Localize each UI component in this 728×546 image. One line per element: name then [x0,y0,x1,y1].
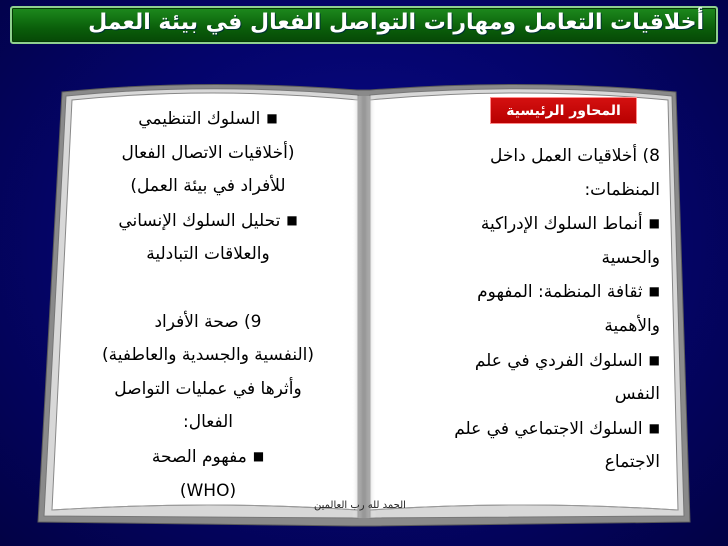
list-item-text: والحسية [601,247,660,268]
list-item-text: النفس [614,384,660,405]
list-item: ■السلوك الاجتماعي في علم [454,418,660,439]
bullet-icon: ■ [648,216,660,231]
bullet-icon: ■ [266,111,278,125]
list-item: ■السلوك التنظيمي [138,109,278,129]
slide-title: أخلاقيات التعامل ومهارات التواصل الفعال في بيئة العمل [88,10,704,35]
list-item: ■مفهوم الصحة [151,446,265,467]
list-item: ■السلوك الفردي في علم [474,350,660,371]
section-heading: 9) صحة الأفراد [154,311,262,332]
bullet-icon: ■ [648,420,660,435]
list-item: ■أنماط السلوك الإدراكية [480,214,660,235]
bullet-icon: ■ [648,284,660,299]
section-heading: 8) أخلاقيات العمل داخل [490,146,660,166]
footer-text: الحمد لله رب العالمين [314,500,406,511]
list-item-text: (أخلاقيات الاتصال الفعال [121,142,295,163]
section-heading: المنظمات: [584,179,660,200]
right-page-content [415,140,660,480]
list-item-text: وأثرها في عمليات التواصل [114,378,302,399]
bullet-icon: ■ [648,352,660,367]
list-item-text: والعلاقات التبادلية [146,244,270,265]
list-item-text: (النفسية والجسدية والعاطفية) [101,345,314,366]
list-item-text: الفعال: [183,412,233,433]
bullet-icon: ■ [286,212,298,227]
main-topics-badge: المحاور الرئيسية [490,97,637,124]
bullet-icon: ■ [252,448,265,463]
list-item-text: للأفراد في بيئة العمل) [130,176,286,197]
spacer-line [58,272,358,306]
list-item: ■تحليل السلوك الإنساني [118,210,298,231]
list-item: ■ثقافة المنظمة: المفهوم [477,282,660,303]
list-item-text: الاجتماع [604,452,660,473]
left-page-content [58,102,358,508]
list-item-text: (WHO) [179,480,237,501]
list-item-text: والأهمية [604,315,660,336]
